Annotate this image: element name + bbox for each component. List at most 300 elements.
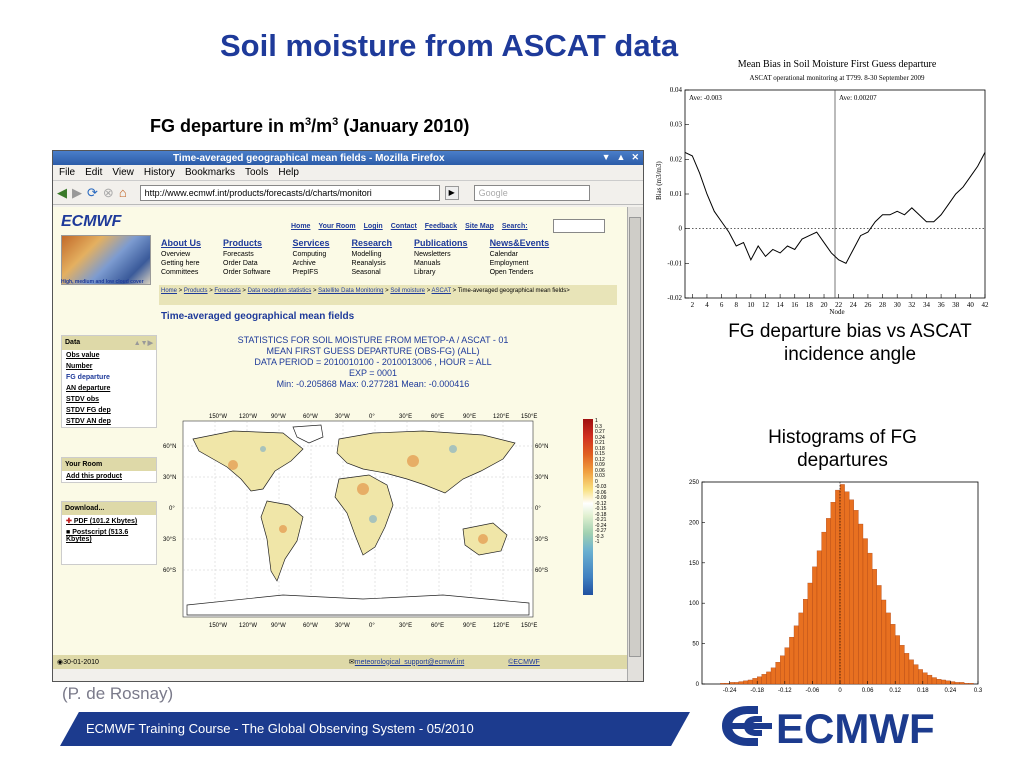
lon-label: 90°E xyxy=(463,623,477,629)
stats-line: STATISTICS FOR SOIL MOISTURE FROM METOP-A / ASCAT - 01 xyxy=(237,335,509,345)
cb-label: 0.21 xyxy=(595,440,605,446)
cb-label: -0.18 xyxy=(595,511,607,518)
x-tick-label: 6 xyxy=(719,301,724,309)
cb-label: 0.12 xyxy=(595,456,605,463)
lon-label: 150°E xyxy=(521,623,538,629)
histo-bar xyxy=(822,532,827,684)
data-box xyxy=(61,335,157,428)
lon-label: 120°E xyxy=(493,414,510,420)
cb-label: -0.12 xyxy=(595,500,607,507)
download-box xyxy=(61,501,157,565)
data-box-title: Data xyxy=(65,339,81,346)
x-tick-label: 40 xyxy=(966,301,974,309)
lon-label: 0° xyxy=(369,414,375,420)
nav-item[interactable]: Computing xyxy=(292,251,327,258)
search-input[interactable] xyxy=(474,185,590,201)
colorbar xyxy=(583,419,593,595)
breadcrumb-link[interactable]: Home xyxy=(161,288,178,294)
y-tick-label: 100 xyxy=(688,601,699,608)
chart-ylabel: Bias (m3/m3) xyxy=(655,161,663,200)
histo-bar xyxy=(872,569,877,684)
slide-title: Soil moisture from ASCAT data xyxy=(220,28,679,63)
nav-item[interactable]: Manuals xyxy=(414,260,441,267)
histo-bar xyxy=(946,681,951,684)
forward-icon[interactable]: ▶ xyxy=(72,184,82,200)
menu-help[interactable]: Help xyxy=(278,167,299,178)
x-tick-label: 0.3 xyxy=(973,688,983,694)
lon-label: 60°W xyxy=(303,623,318,629)
caption-bias: FG departure bias vs ASCAT incidence angle xyxy=(728,321,972,365)
ps-label: Postscript (513.6 Kbytes) xyxy=(66,529,129,543)
cb-label: -0.3 xyxy=(595,533,604,540)
coolspot xyxy=(369,515,377,523)
histo-bar xyxy=(831,502,836,684)
histo-bar xyxy=(799,613,804,684)
y-tick-label: 0.04 xyxy=(669,86,682,94)
nav-item[interactable]: Forecasts xyxy=(223,251,254,258)
lon-label: 120°W xyxy=(239,623,258,629)
annotation-ave-left: Ave: -0.003 xyxy=(689,94,722,102)
data-link-number[interactable]: Number xyxy=(66,363,93,370)
nav-publications xyxy=(414,239,468,277)
histo-bar xyxy=(886,613,891,684)
menu-edit[interactable]: Edit xyxy=(85,167,103,178)
x-tick-label: 0 xyxy=(838,688,842,694)
x-tick-label: -0.24 xyxy=(722,688,737,694)
x-tick-label: 8 xyxy=(734,301,738,309)
nav-item[interactable]: Library xyxy=(414,269,436,276)
histo-bar xyxy=(753,678,758,684)
stats-line: DATA PERIOD = 2010010100 - 2010013006 , HOUR = ALL xyxy=(254,357,492,367)
lon-label: 120°E xyxy=(493,623,510,629)
y-tick-label: 0.03 xyxy=(669,120,682,129)
histo-bar xyxy=(743,681,748,684)
data-link-an-departure[interactable]: AN departure xyxy=(66,385,111,392)
lat-label: 60°N xyxy=(535,444,549,450)
data-link-stdv-fg[interactable]: STDV FG dep xyxy=(66,407,111,414)
histo-bar xyxy=(776,662,781,684)
nav-item[interactable]: Seasonal xyxy=(351,269,381,276)
browser-titlebar xyxy=(53,151,643,165)
data-link-fg-departure[interactable]: FG departure xyxy=(66,374,110,381)
cb-label: 0.15 xyxy=(595,451,605,457)
nav-news xyxy=(490,239,550,277)
breadcrumb-link[interactable]: Forecasts xyxy=(214,288,241,294)
x-tick-label: 30 xyxy=(893,301,901,309)
web-page xyxy=(53,207,627,669)
histo-bar xyxy=(789,637,794,684)
ecmwf-logo-text: ECMWF xyxy=(776,705,935,750)
fg-heading-sup2: 3 xyxy=(332,116,339,128)
x-tick-label: 4 xyxy=(705,301,709,309)
stats-line: Min: -0.205868 Max: 0.277281 Mean: -0.000416 xyxy=(276,379,470,389)
breadcrumb-link[interactable]: Data reception statistics xyxy=(247,288,312,294)
stats-line: EXP = 0001 xyxy=(348,368,398,378)
histo-bar xyxy=(909,660,914,684)
lat-label: 0° xyxy=(535,506,541,512)
y-tick-label: 0 xyxy=(695,682,699,688)
histo-bar xyxy=(762,674,767,684)
histo-bar xyxy=(840,484,845,684)
nav-head-services[interactable]: Services xyxy=(292,238,330,248)
url-input[interactable] xyxy=(140,185,440,201)
histo-bar xyxy=(877,585,882,684)
x-tick-label: 22 xyxy=(835,301,843,309)
url-text: http://www.ecmwf.int/products/forecasts/d/charts/monitori xyxy=(144,187,372,198)
y-tick-label: 250 xyxy=(688,480,699,486)
x-tick-label: 36 xyxy=(937,301,945,309)
browser-window xyxy=(52,150,644,682)
lon-label: 120°W xyxy=(239,414,258,420)
lon-label: 60°W xyxy=(303,414,318,420)
histo-bar xyxy=(845,492,850,684)
author-credit: (P. de Rosnay) xyxy=(62,684,174,703)
lon-label: 30°W xyxy=(335,414,350,420)
lat-label: 30°S xyxy=(535,537,549,543)
histo-bar xyxy=(891,624,896,684)
histo-bar xyxy=(964,683,969,684)
menu-bar xyxy=(53,165,643,181)
fg-heading-post: (January 2010) xyxy=(338,116,470,136)
lon-label: 60°E xyxy=(431,623,445,629)
map-lon-labels-top xyxy=(209,414,537,420)
y-tick-label: 50 xyxy=(692,641,699,648)
home-icon[interactable]: ⌂ xyxy=(118,185,127,200)
link-home[interactable]: Home xyxy=(291,223,311,230)
histo-bar xyxy=(927,675,932,684)
histo-bar xyxy=(803,599,808,684)
map-lon-labels-bottom xyxy=(209,623,537,629)
menu-file[interactable]: File xyxy=(59,167,76,178)
lon-label: 90°W xyxy=(271,414,286,420)
breadcrumb-link[interactable]: Products xyxy=(183,288,208,294)
hotspot xyxy=(357,483,369,495)
x-tick-label: 18 xyxy=(805,301,813,309)
minimize-icon[interactable]: ▼ xyxy=(601,152,611,162)
link-your-room[interactable]: Your Room xyxy=(318,223,356,230)
histo-bar xyxy=(868,553,873,684)
mail-icon: ✉ xyxy=(348,659,355,666)
pdf-label: PDF (101.2 Kbytes) xyxy=(73,518,138,525)
cb-label: 0.03 xyxy=(595,473,605,479)
download-box-header: Download... xyxy=(62,502,156,515)
histo-bar xyxy=(808,583,813,684)
histo-bar xyxy=(950,682,955,684)
nav-item[interactable]: Order Data xyxy=(223,260,258,267)
caption-histogram: Histograms of FG departures xyxy=(768,427,917,471)
histo-bar xyxy=(918,669,923,684)
lat-label: 30°N xyxy=(535,475,549,481)
breadcrumb-tail: > Time-averaged geographical mean fields> xyxy=(452,288,570,294)
cb-label: 1 xyxy=(595,418,598,424)
x-tick-label: 10 xyxy=(747,301,755,309)
nav-item[interactable]: PrepIFS xyxy=(292,269,319,276)
nav-item[interactable]: Overview xyxy=(161,251,191,258)
annotation-ave-right: Ave: 0.00207 xyxy=(839,94,877,102)
nav-head-research[interactable]: Research xyxy=(351,238,393,248)
window-title: Time-averaged geographical mean fields - Mozilla Firefox xyxy=(173,152,445,164)
nav-research xyxy=(352,239,393,277)
histo-bar xyxy=(748,680,753,684)
histo-bar xyxy=(932,678,937,684)
x-tick-label: 24 xyxy=(849,301,857,309)
go-button[interactable]: ▶ xyxy=(445,186,459,200)
cb-label: 0.27 xyxy=(595,429,605,435)
lat-label: 30°S xyxy=(163,537,177,543)
page-heading: Time-averaged geographical mean fields xyxy=(161,311,355,322)
x-tick-label: 34 xyxy=(922,301,930,309)
histo-bar xyxy=(785,648,790,684)
cb-label: 0.24 xyxy=(595,434,605,441)
arrows-icon[interactable]: ▲▼▶ xyxy=(133,340,153,347)
top-links xyxy=(291,223,528,230)
lon-label: 0° xyxy=(369,623,375,629)
reload-icon[interactable]: ⟳ xyxy=(87,184,98,200)
x-tick-label: 42 xyxy=(981,301,989,309)
histo-bar xyxy=(904,653,909,684)
lon-label: 30°E xyxy=(399,414,413,420)
cb-label: 0.3 xyxy=(595,423,602,430)
menu-tools[interactable]: Tools xyxy=(245,167,269,178)
ecmwf-logo xyxy=(718,702,964,750)
x-tick-label: 2 xyxy=(690,301,695,309)
x-tick-label: 20 xyxy=(820,301,828,309)
link-contact[interactable]: Contact xyxy=(390,223,417,230)
chart-xlabel: Node xyxy=(829,308,845,316)
cb-label: -0.21 xyxy=(595,517,607,523)
cb-label: -0.27 xyxy=(595,528,607,534)
y-tick-label: 0.01 xyxy=(669,190,682,198)
y-tick-label: 0 xyxy=(678,224,682,233)
cb-label: -0.03 xyxy=(595,484,607,490)
x-tick-label: 28 xyxy=(879,301,887,309)
maximize-icon[interactable]: ▲ xyxy=(616,152,626,162)
fg-heading-text: FG departure in m xyxy=(150,116,306,136)
nav-item[interactable]: Newsletters xyxy=(414,251,451,258)
histo-bar xyxy=(960,682,965,684)
nav-head-products[interactable]: Products xyxy=(223,238,263,248)
lon-label: 90°W xyxy=(271,623,286,629)
breadcrumb-link[interactable]: Satellite Data Monitoring xyxy=(318,288,384,294)
x-tick-label: -0.18 xyxy=(750,688,765,694)
coolspot xyxy=(449,445,457,453)
cb-label: -1 xyxy=(595,539,600,545)
stop-icon[interactable]: ⊗ xyxy=(102,184,114,200)
nav-item[interactable]: Reanalysis xyxy=(351,260,386,267)
nav-services xyxy=(292,239,329,277)
lat-label: 60°N xyxy=(163,444,177,450)
link-site-map[interactable]: Site Map xyxy=(465,223,494,230)
copyright-link[interactable]: ©ECMWF xyxy=(508,658,540,666)
nav-about xyxy=(161,239,201,277)
cb-label: -0.09 xyxy=(595,495,607,501)
your-room-box xyxy=(61,457,157,483)
x-tick-label: 0.24 xyxy=(944,688,957,694)
histo-bar xyxy=(725,683,730,684)
histo-bar xyxy=(863,539,868,684)
fg-heading-sup1: 3 xyxy=(305,116,312,128)
nav-head-about[interactable]: About Us xyxy=(161,238,201,248)
histo-bar xyxy=(734,682,739,684)
cb-label: -0.06 xyxy=(595,489,607,496)
histo-bar xyxy=(730,682,735,684)
histo-bar xyxy=(757,677,762,684)
site-search-input[interactable] xyxy=(553,219,605,233)
histo-bar xyxy=(969,683,974,684)
y-tick-label: -0.02 xyxy=(667,294,682,302)
link-login[interactable]: Login xyxy=(363,223,383,230)
menu-view[interactable]: View xyxy=(112,167,134,178)
hotspot xyxy=(407,455,419,467)
histo-bar xyxy=(794,626,799,684)
fg-heading xyxy=(150,116,469,137)
data-link-stdv-an[interactable]: STDV AN dep xyxy=(66,418,111,425)
histo-bar xyxy=(895,636,900,684)
histo-bar xyxy=(739,682,744,684)
lon-label: 30°W xyxy=(335,623,350,629)
lat-label: 0° xyxy=(169,506,175,512)
histo-bar xyxy=(881,600,886,684)
hotspot xyxy=(228,460,238,470)
nav-item[interactable]: Modelling xyxy=(351,251,382,258)
search-placeholder: Google xyxy=(478,187,508,198)
navigation-toolbar xyxy=(53,181,643,205)
histo-bar xyxy=(826,518,831,684)
histo-bar xyxy=(766,672,771,684)
postscript-icon: ■ xyxy=(66,529,73,536)
coolspot xyxy=(260,446,266,452)
label-search: Search: xyxy=(501,223,528,230)
nav-item[interactable]: Employment xyxy=(489,260,529,267)
cb-label: -0.24 xyxy=(595,522,607,529)
bias-line-chart xyxy=(655,56,995,316)
data-box-header xyxy=(62,336,156,350)
x-tick-label: 38 xyxy=(952,301,960,309)
lat-label: 30°N xyxy=(163,475,177,481)
y-tick-label: 200 xyxy=(688,520,699,527)
scrollbar-thumb[interactable] xyxy=(629,217,641,657)
hotspot xyxy=(478,534,488,544)
y-tick-label: 150 xyxy=(688,560,699,567)
histo-bar xyxy=(771,668,776,684)
histo-bar xyxy=(858,524,863,684)
banner-caption: High, medium and low cloud cover xyxy=(61,279,144,285)
page-footer-bar xyxy=(53,655,627,669)
menu-history[interactable]: History xyxy=(143,167,175,178)
date-icon: ◉ xyxy=(57,659,64,666)
x-tick-label: 26 xyxy=(864,301,872,309)
histo-bar xyxy=(937,679,942,684)
histo-bar xyxy=(812,567,817,684)
lon-label: 60°E xyxy=(431,414,445,420)
window-buttons xyxy=(602,152,639,163)
histo-bar xyxy=(941,680,946,684)
lat-label: 60°S xyxy=(535,568,549,574)
close-icon[interactable]: ✕ xyxy=(631,152,639,162)
x-tick-label: 16 xyxy=(791,301,799,309)
x-tick-label: 32 xyxy=(908,301,916,309)
lon-label: 90°E xyxy=(463,414,477,420)
breadcrumb-link[interactable]: Soil moisture xyxy=(390,288,426,294)
lon-label: 150°W xyxy=(209,414,228,420)
lon-label: 30°E xyxy=(399,623,413,629)
statistics-text xyxy=(203,335,543,390)
x-tick-label: 0.18 xyxy=(916,688,929,694)
chart-title: Mean Bias in Soil Moisture First Guess departure xyxy=(737,59,937,70)
cb-label: 0.18 xyxy=(595,445,605,452)
nav-item[interactable]: Order Software xyxy=(223,269,271,276)
chart-subtitle: ASCAT operational monitoring at T799. 8-30 September 2009 xyxy=(749,74,925,82)
breadcrumb-link[interactable]: ASCAT xyxy=(431,288,451,294)
menu-bookmarks[interactable]: Bookmarks xyxy=(184,167,235,178)
histo-bar xyxy=(955,682,960,684)
room-box-header: Your Room xyxy=(62,458,156,471)
x-tick-label: -0.12 xyxy=(777,688,792,694)
banner-image xyxy=(61,235,151,285)
nav-head-news[interactable]: News&Events xyxy=(489,238,550,248)
back-icon[interactable]: ◀ xyxy=(57,184,67,200)
data-link-stdv-obs[interactable]: STDV obs xyxy=(66,396,100,403)
x-tick-label: -0.06 xyxy=(805,688,820,694)
histogram-chart xyxy=(668,476,988,696)
y-tick-label: 0.02 xyxy=(669,155,682,164)
histo-bar xyxy=(900,645,905,684)
cb-label: 0.09 xyxy=(595,462,605,468)
cb-label: -0.15 xyxy=(595,506,607,512)
colorbar-labels xyxy=(595,419,606,546)
x-tick-label: 14 xyxy=(776,301,784,309)
pdf-download-link[interactable] xyxy=(62,515,156,527)
breadcrumb: Home > Products > Forecasts > Data reception statistics > Satellite Data Monitoring > Soil moisture > ASCAT > Time-averaged geographical mean fields> xyxy=(159,285,617,305)
lon-label: 150°E xyxy=(521,414,538,420)
x-tick-label: 12 xyxy=(761,301,769,309)
nav-products xyxy=(223,239,270,277)
link-feedback[interactable]: Feedback xyxy=(424,223,458,230)
x-tick-label: 0.06 xyxy=(861,688,874,694)
histo-bar xyxy=(854,510,859,684)
footer-text: ECMWF Training Course - The Global Observing System - 05/2010 xyxy=(86,721,474,736)
ps-download-link[interactable] xyxy=(62,527,156,545)
nav-head-publications[interactable]: Publications xyxy=(414,238,468,248)
status-date: 30-01-2010 xyxy=(63,658,99,666)
main-nav xyxy=(161,239,549,277)
nav-item[interactable]: Committees xyxy=(161,269,199,276)
fg-heading-mid: /m xyxy=(311,116,333,136)
nav-item[interactable]: Getting here xyxy=(161,260,200,267)
cb-label: 0 xyxy=(595,478,598,485)
histo-bar xyxy=(780,656,785,684)
site-logo[interactable]: ECMWF xyxy=(61,213,122,230)
data-link-obs-value[interactable]: Obs value xyxy=(66,352,100,359)
support-email-link[interactable]: meteorological_support@ecmwf.int xyxy=(354,658,465,666)
stats-line: MEAN FIRST GUESS DEPARTURE (OBS-FG) (ALL) xyxy=(266,346,480,356)
x-tick-label: 0.12 xyxy=(889,688,902,694)
pdf-icon: ✚ xyxy=(66,518,74,525)
hotspot xyxy=(279,525,287,533)
world-map xyxy=(163,409,553,635)
nav-item[interactable]: Calendar xyxy=(489,251,518,258)
histo-bar xyxy=(817,551,822,684)
lat-label: 60°S xyxy=(163,568,177,574)
histo-bar xyxy=(849,500,854,684)
histo-bar xyxy=(923,673,928,684)
add-product-link[interactable]: Add this product xyxy=(66,473,122,480)
ecmwf-swirl-icon xyxy=(722,706,772,746)
cb-label: 0.06 xyxy=(595,467,605,474)
histo-bar xyxy=(835,490,840,684)
nav-item[interactable]: Open Tenders xyxy=(489,269,534,276)
nav-item[interactable]: Archive xyxy=(292,260,316,267)
